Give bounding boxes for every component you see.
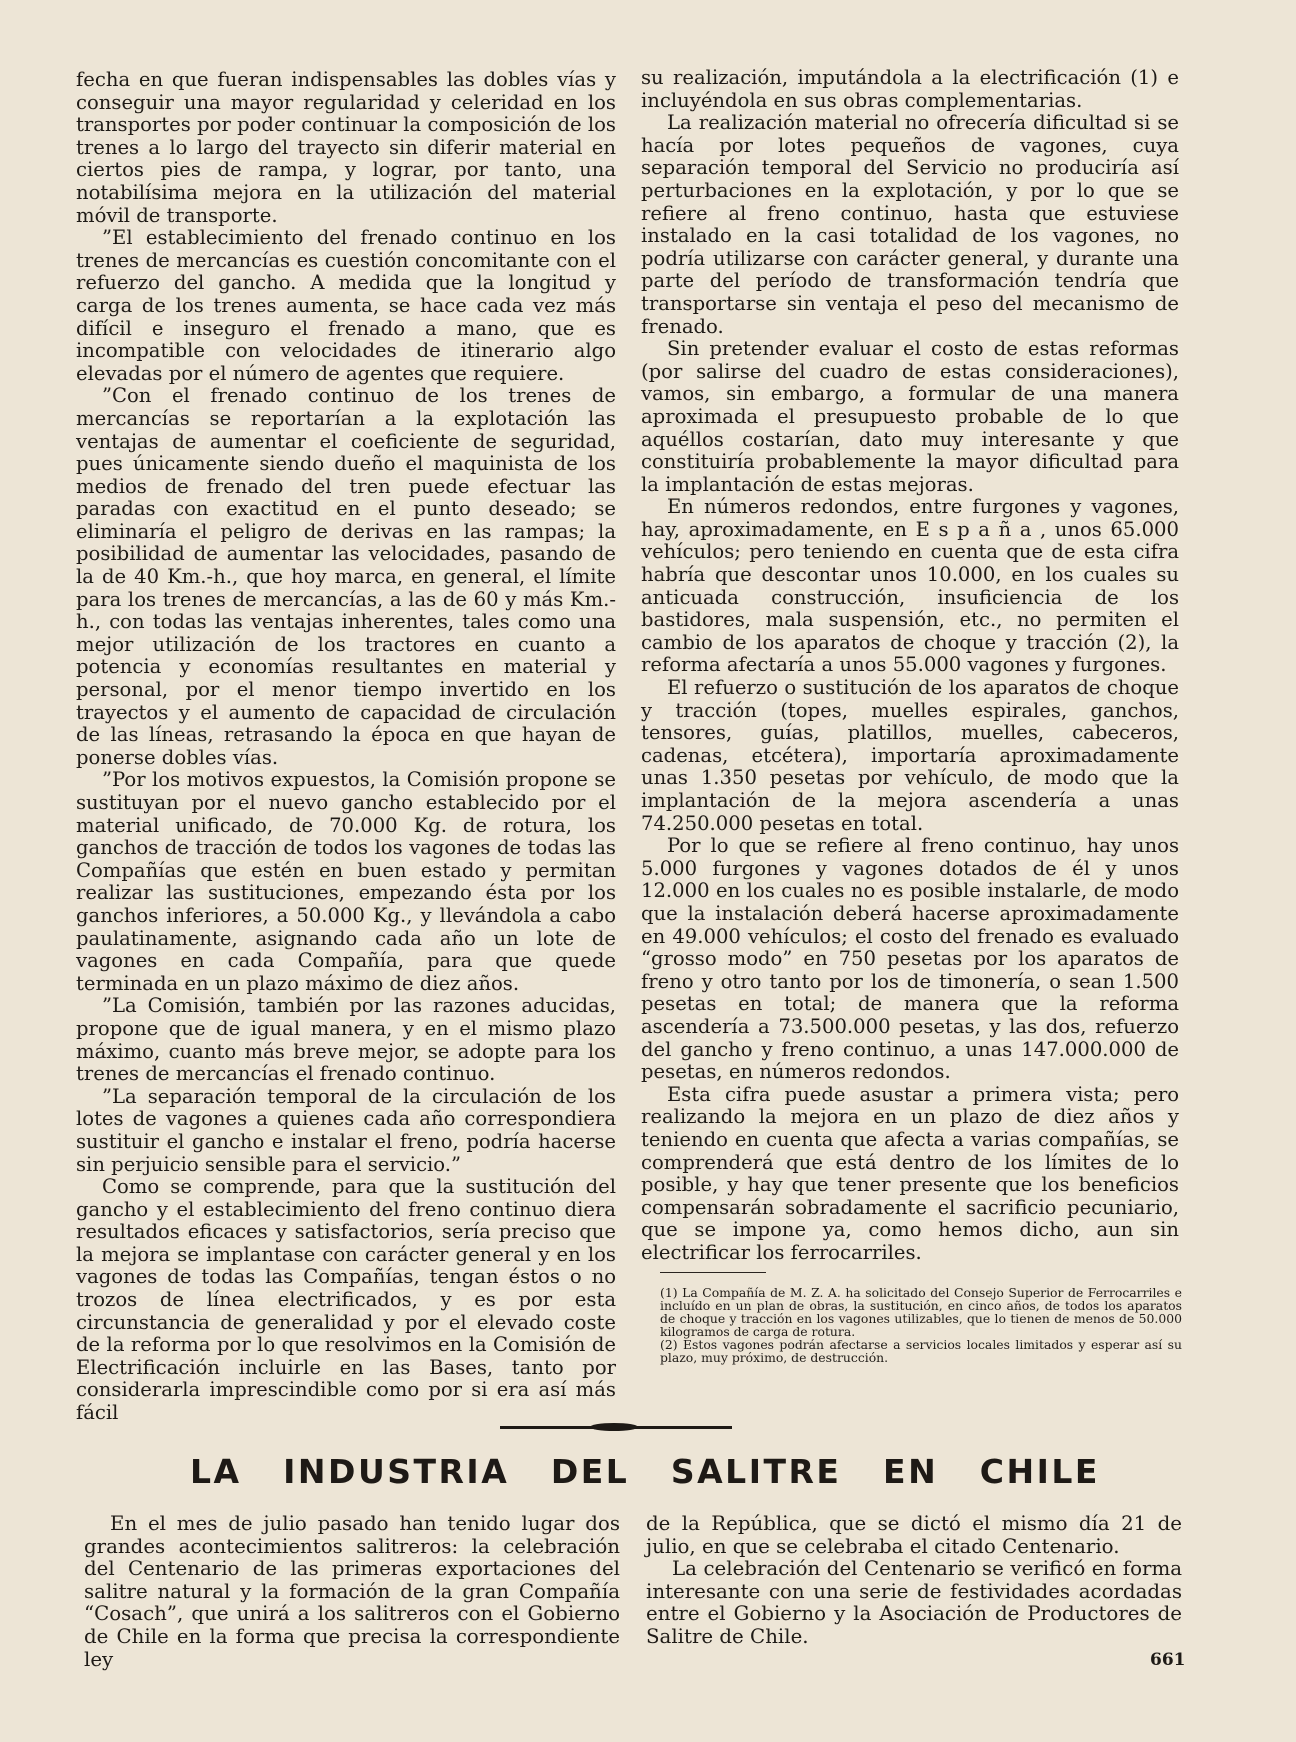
paragraph: En el mes de julio pasado han tenido lugar dos grandes acontecimientos salitreros: la celebración del Centenario de las primeras exportaciones del salitre natural y la formación de la gran Compañía “Cosach”, que unirá a los salitreros con el Gobierno de Chile en la forma que precisa la correspondiente ley xyxy=(84,1512,620,1671)
article-column-left xyxy=(84,1513,620,1671)
title-word: DEL xyxy=(550,1452,630,1491)
article-column-right xyxy=(646,1513,1182,1649)
paragraph: Sin pretender evaluar el costo de estas reformas (por salirse del cuadro de estas consideraciones), vamos, sin embargo, a formular de una manera aproximada el presupuesto probable de lo que aquéllos costarían, dato muy interesante y que constituiría probablemente la mayor dificultad para la implantación de estas mejoras. xyxy=(641,337,1179,496)
paragraph: La realización material no ofrecería dificultad si se hacía por lotes pequeños de vagones, cuya separación temporal del Servicio no produciría así perturbaciones en la explotación, y por lo que se refiere al freno continuo, hasta que estuviese instalado en la casi totalidad de los vagones, no podría utilizarse con carácter general, y durante una parte del período de transformación tendría que transportarse sin ventaja el peso del mecanismo de frenado. xyxy=(641,111,1179,338)
footnote-1: (1) La Compañía de M. Z. A. ha solicitado del Consejo Superior de Ferrocarriles e incluído en un plan de obras, la sustitución, en cinco años, de todos los aparatos de choque y tracción en los vagones utilizables, que lo tienen de menos de 50.000 kilogramos de carga de rotura. xyxy=(660,1285,1182,1339)
paragraph: ”Con el frenado continuo de los trenes de mercancías se reportarían a la explotación las ventajas de aumentar el coeficiente de seguridad, pues únicamente siendo dueño el maquinista de los medios de frenado del tren puede efectuar las paradas con exactitud en el punto deseado; se eliminaría el peligro de derivas en las rampas; la posibilidad de aumentar las velocidades, pasando de la de 40 Km.-h., que hoy marca, en general, el límite para los trenes de mercancías, a las de 60 y más Km.-h., con todas las ventajas inherentes, tales como una mejor utilización de los tractores en cuanto a potencia y economías resultantes en material y personal, por el menor tiempo invertido en los trayectos y el aumento de capacidad de circulación de las líneas, retrasando la época en que hayan de ponerse dobles vías. xyxy=(76,384,616,769)
title-word: LA xyxy=(190,1452,242,1491)
page-number: 661 xyxy=(1150,1650,1186,1670)
paragraph: ”El establecimiento del frenado continuo en los trenes de mercancías es cuestión concomitante con el refuerzo del gancho. A medida que la longitud y carga de los trenes aumenta, se hace cada vez más difícil e inseguro el frenado a mano, que es incompatible con velocidades de itinerario algo elevadas por el número de agentes que requiere. xyxy=(76,226,616,385)
title-word: INDUSTRIA xyxy=(283,1452,510,1491)
title-word: CHILE xyxy=(979,1452,1100,1491)
article-title xyxy=(190,1452,1100,1491)
footnote-2: (2) Estos vagones podrán afectarse a servicios locales limitados y esperar así su plazo, muy próximo, de destrucción. xyxy=(660,1337,1182,1365)
column-right xyxy=(641,67,1179,1264)
paragraph: Esta cifra puede asustar a primera vista; pero realizando la mejora en un plazo de diez años y teniendo en cuenta que afecta a varias compañías, se comprenderá que está dentro de los límites de lo posible, y hay que tener presente que los beneficios compensarán sobradamente el sacrificio pecuniario, que se impone ya, como hemos dicho, aun sin electrificar los ferrocarriles. xyxy=(641,1082,1179,1264)
paragraph: ”La separación temporal de la circulación de los lotes de vagones a quienes cada año correspondiera sustituir el gancho e instalar el freno, podría hacerse sin perjuicio sensible para el servicio.” xyxy=(76,1084,616,1176)
footnotes xyxy=(660,1286,1182,1364)
paragraph: El refuerzo o sustitución de los aparatos de choque y tracción (topes, muelles espirales, ganchos, tensores, guías, platillos, muelles, cabeceros, cadenas, etcétera), importaría aproximadamente unas 1.350 pesetas por vehículo, de modo que la implantación de la mejora ascendería a unas 74.250.000 pesetas en total. xyxy=(641,676,1179,835)
paragraph: Como se comprende, para que la sustitución del gancho y el establecimiento del freno continuo diera resultados eficaces y satisfactorios, sería preciso que la mejora se implantase con carácter general y en los vagones de todas las Compañías, tengan éstos o no trozos de línea electrificados, y es por esta circunstancia de generalidad y por el elevado coste de la reforma por lo que resolvimos en la Comisión de Electrificación incluirle en las Bases, tanto por considerarla imprescindible como por si era así más fácil xyxy=(76,1175,616,1425)
column-left xyxy=(76,69,616,1425)
paragraph: fecha en que fueran indispensables las dobles vías y conseguir una mayor regularidad y celeridad en los transportes por poder continuar la composición de los trenes a lo largo del trayecto sin diferir material en ciertos pies de rampa, y lograr, por tanto, una notabilísima mejora en la utilización del material móvil de transporte. xyxy=(76,68,616,227)
paragraph: ”La Comisión, también por las razones aducidas, propone que de igual manera, y en el mismo plazo máximo, cuanto más breve mejor, se adopte para los trenes de mercancías el frenado continuo. xyxy=(76,994,616,1086)
paragraph: Por lo que se refiere al freno continuo, hay unos 5.000 furgones y vagones dotados de él y unos 12.000 en los cuales no es posible instalarle, de modo que la instalación deberá hacerse aproximadamente en 49.000 vehículos; el costo del frenado es evaluado “grosso modo” en 750 pesetas por los aparatos de freno y otro tanto por los de timonería, o sean 1.500 pesetas en total; de manera que la reforma ascendería a 73.500.000 pesetas, y las dos, refuerzo del gancho y freno continuo, a unas 147.000.000 de pesetas, en números redondos. xyxy=(641,834,1179,1084)
paragraph: de la República, que se dictó el mismo día 21 de julio, en que se celebraba el citado Centenario. xyxy=(646,1512,1182,1558)
section-divider-ornament xyxy=(590,1423,638,1431)
title-word: SALITRE xyxy=(670,1452,842,1491)
paragraph: La celebración del Centenario se verificó en forma interesante con una serie de festividades acordadas entre el Gobierno y la Asociación de Productores de Salitre de Chile. xyxy=(646,1557,1182,1648)
paragraph: su realización, imputándola a la electrificación (1) e incluyéndola en sus obras complementarias. xyxy=(641,66,1179,112)
paragraph: ”Por los motivos expuestos, la Comisión propone se sustituyan por el nuevo gancho establecido por el material unificado, de 70.000 Kg. de rotura, los ganchos de tracción de todos los vagones de todas las Compañías que estén en buen estado y permitan realizar las sustituciones, empezando ésta por los ganchos inferiores, a 50.000 Kg., y llevándola a cabo paulatinamente, asignando cada año un lote de vagones en cada Compañía, para que quede terminada en un plazo máximo de diez años. xyxy=(76,768,616,995)
title-word: EN xyxy=(883,1452,939,1491)
paragraph: En números redondos, entre furgones y vagones, hay, aproximadamente, en E s p a ñ a , unos 65.000 vehículos; pero teniendo en cuenta que de esta cifra habría que descontar unos 10.000, en los cuales su anticuada construcción, insuficiencia de los bastidores, mala suspensión, etc., no permiten el cambio de los aparatos de choque y tracción (2), la reforma afectaría a unos 55.000 vagones y furgones. xyxy=(641,495,1179,677)
footnote-rule xyxy=(660,1272,766,1273)
